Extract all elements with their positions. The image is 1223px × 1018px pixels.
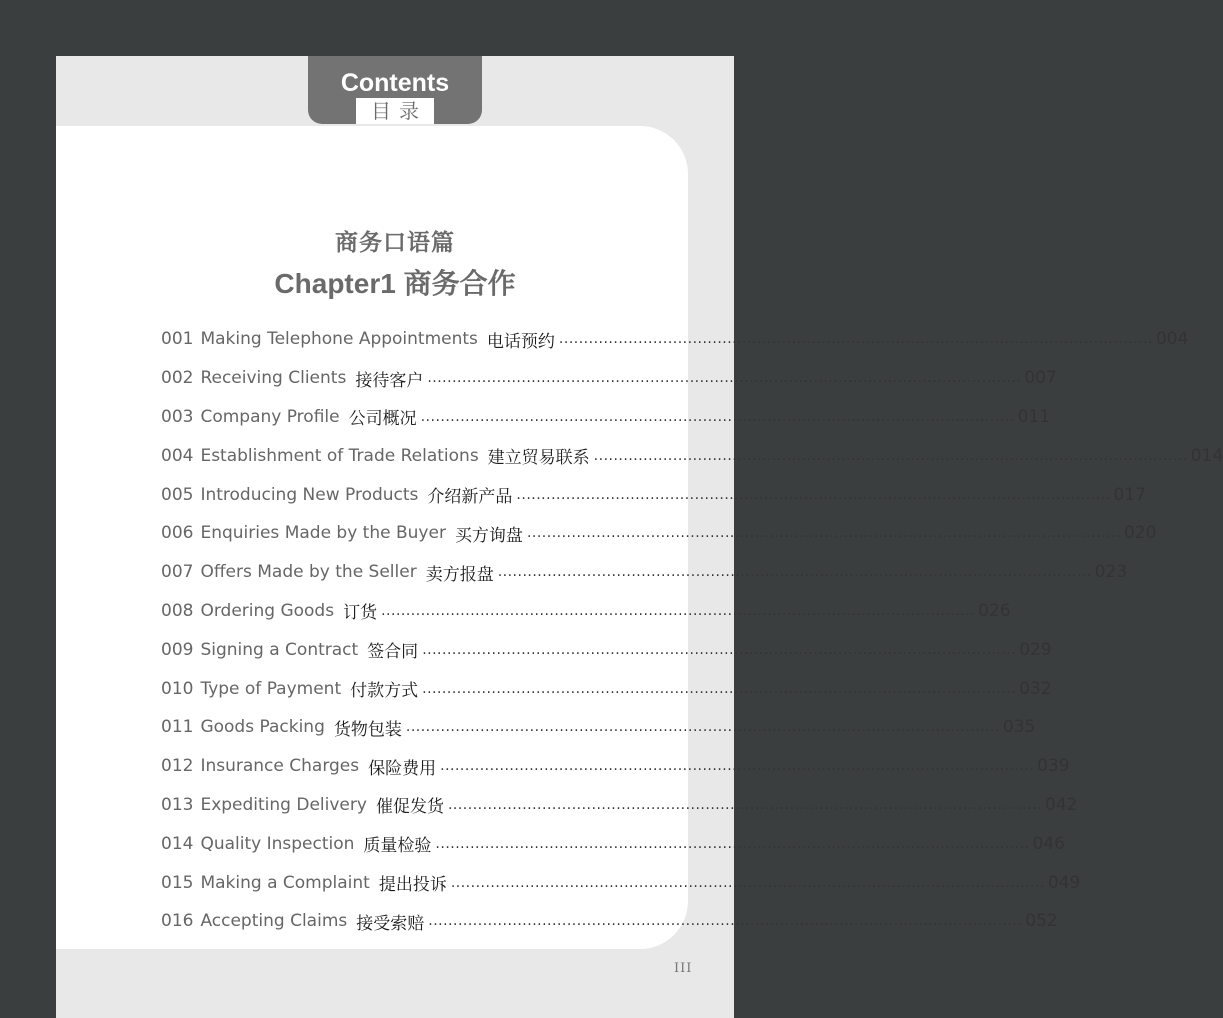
toc-title-cn: 接受索赔 [356,913,425,934]
toc-title-en: Receiving Clients [200,368,347,389]
toc-number: 016 [161,911,194,932]
dot-leader: ........................................................................................................................ [435,835,1030,852]
toc-number: 009 [161,639,194,660]
dot-leader: ........................................................................................................................ [526,525,1121,542]
toc-page-number: 029 [1019,639,1052,660]
dot-leader: ........................................................................................................................ [428,913,1023,930]
toc-title-cn: 提出投诉 [378,875,447,896]
toc-page-number: 052 [1025,911,1058,932]
toc-page-number: 011 [1017,406,1051,427]
dot-leader: ........................................................................................................................ [516,486,1111,503]
toc-number: 014 [161,833,194,854]
toc-title-en: Ordering Goods [200,600,335,621]
toc-entry[interactable] [161,902,1058,941]
toc-page-number: 035 [1002,717,1036,738]
section-title: 商务口语篇 [335,230,455,256]
toc-number: 012 [161,756,194,777]
toc-entry[interactable] [161,824,1065,863]
toc-page-number: 039 [1037,756,1070,777]
toc-title-en: Making a Complaint [200,872,370,893]
toc-entry[interactable] [161,320,1189,359]
toc-entry[interactable] [161,436,1223,475]
dot-leader: ........................................................................................................................ [422,641,1017,658]
toc-page-number: 017 [1113,484,1146,505]
toc-entry[interactable] [161,514,1157,553]
toc-entry[interactable] [161,708,1036,747]
toc-title-cn: 接待客户 [355,370,424,391]
toc-title-cn: 订货 [343,603,378,624]
toc-entry[interactable] [161,630,1052,669]
table-of-contents [161,320,1223,941]
toc-entry[interactable] [161,359,1057,398]
toc-page-number: 023 [1094,562,1128,583]
book-page [56,56,1223,1018]
toc-page-number: 042 [1044,794,1078,815]
toc-number: 002 [161,368,194,389]
toc-number: 007 [161,562,194,583]
toc-entry[interactable] [161,747,1070,786]
dot-leader: ........................................................................................................................ [440,758,1035,775]
toc-page-number: 014 [1190,445,1223,466]
dot-leader: ........................................................................................................................ [427,370,1022,387]
toc-number: 015 [161,872,194,893]
toc-page-number: 026 [978,600,1011,621]
dot-leader: ........................................................................................................................ [381,602,976,619]
toc-title-en: Enquiries Made by the Buyer [200,523,446,544]
toc-title-cn: 货物包装 [333,719,402,740]
toc-title-cn: 质量检验 [363,836,432,857]
toc-entry[interactable] [161,669,1052,708]
dot-leader: ........................................................................................................................ [593,447,1188,464]
chapter-title: Chapter1 商务合作 [274,268,516,299]
toc-number: 001 [161,329,194,350]
dot-leader: ........................................................................................................................ [450,874,1045,891]
toc-title-en: Quality Inspection [200,833,355,854]
toc-title-cn: 保险费用 [368,758,437,779]
toc-title-cn: 介绍新产品 [427,487,513,508]
toc-number: 003 [161,406,194,427]
toc-entry[interactable] [161,553,1128,592]
dot-leader: ........................................................................................................................ [497,564,1092,581]
dot-leader: ........................................................................................................................ [422,680,1017,697]
toc-title-en: Insurance Charges [200,756,360,777]
toc-page-number: 020 [1123,523,1157,544]
dot-leader: ........................................................................................................................ [405,719,1000,736]
toc-entry[interactable] [161,475,1146,514]
toc-title-cn: 电话预约 [486,331,555,352]
dot-leader: ........................................................................................................................ [420,408,1015,425]
toc-number: 004 [161,445,194,466]
contents-title-en: Contents [340,69,450,97]
toc-title-en: Establishment of Trade Relations [200,445,479,466]
toc-page-number: 032 [1019,678,1052,699]
toc-entry[interactable] [161,592,1011,631]
toc-title-en: Expediting Delivery [200,794,367,815]
toc-title-cn: 卖方报盘 [425,564,494,585]
toc-entry[interactable] [161,863,1081,902]
toc-page-number: 004 [1155,329,1189,350]
contents-title-cn: 目录 [356,98,434,124]
toc-page-number: 049 [1047,872,1081,893]
toc-title-en: Signing a Contract [200,639,359,660]
toc-number: 013 [161,794,194,815]
toc-page-number: 007 [1024,368,1057,389]
toc-title-en: Introducing New Products [200,484,419,505]
toc-title-en: Company Profile [200,406,340,427]
toc-title-cn: 建立贸易联系 [487,448,590,469]
toc-number: 011 [161,717,194,738]
toc-title-en: Making Telephone Appointments [200,329,478,350]
toc-title-cn: 签合同 [367,642,419,663]
toc-title-en: Type of Payment [200,678,342,699]
toc-number: 008 [161,600,194,621]
toc-page-number: 046 [1032,833,1065,854]
toc-number: 006 [161,523,194,544]
toc-title-en: Accepting Claims [200,911,348,932]
contents-tab [308,56,482,124]
toc-title-cn: 催促发货 [375,797,444,818]
page-folio: III [674,961,693,976]
toc-title-en: Offers Made by the Seller [200,562,417,583]
toc-title-cn: 付款方式 [350,681,419,702]
toc-title-cn: 买方询盘 [454,525,523,546]
toc-number: 005 [161,484,194,505]
toc-entry[interactable] [161,786,1078,825]
toc-title-en: Goods Packing [200,717,325,738]
dot-leader: ........................................................................................................................ [558,331,1153,348]
toc-number: 010 [161,678,194,699]
dot-leader: ........................................................................................................................ [447,796,1042,813]
toc-title-cn: 公司概况 [348,409,417,430]
toc-entry[interactable] [161,398,1051,437]
